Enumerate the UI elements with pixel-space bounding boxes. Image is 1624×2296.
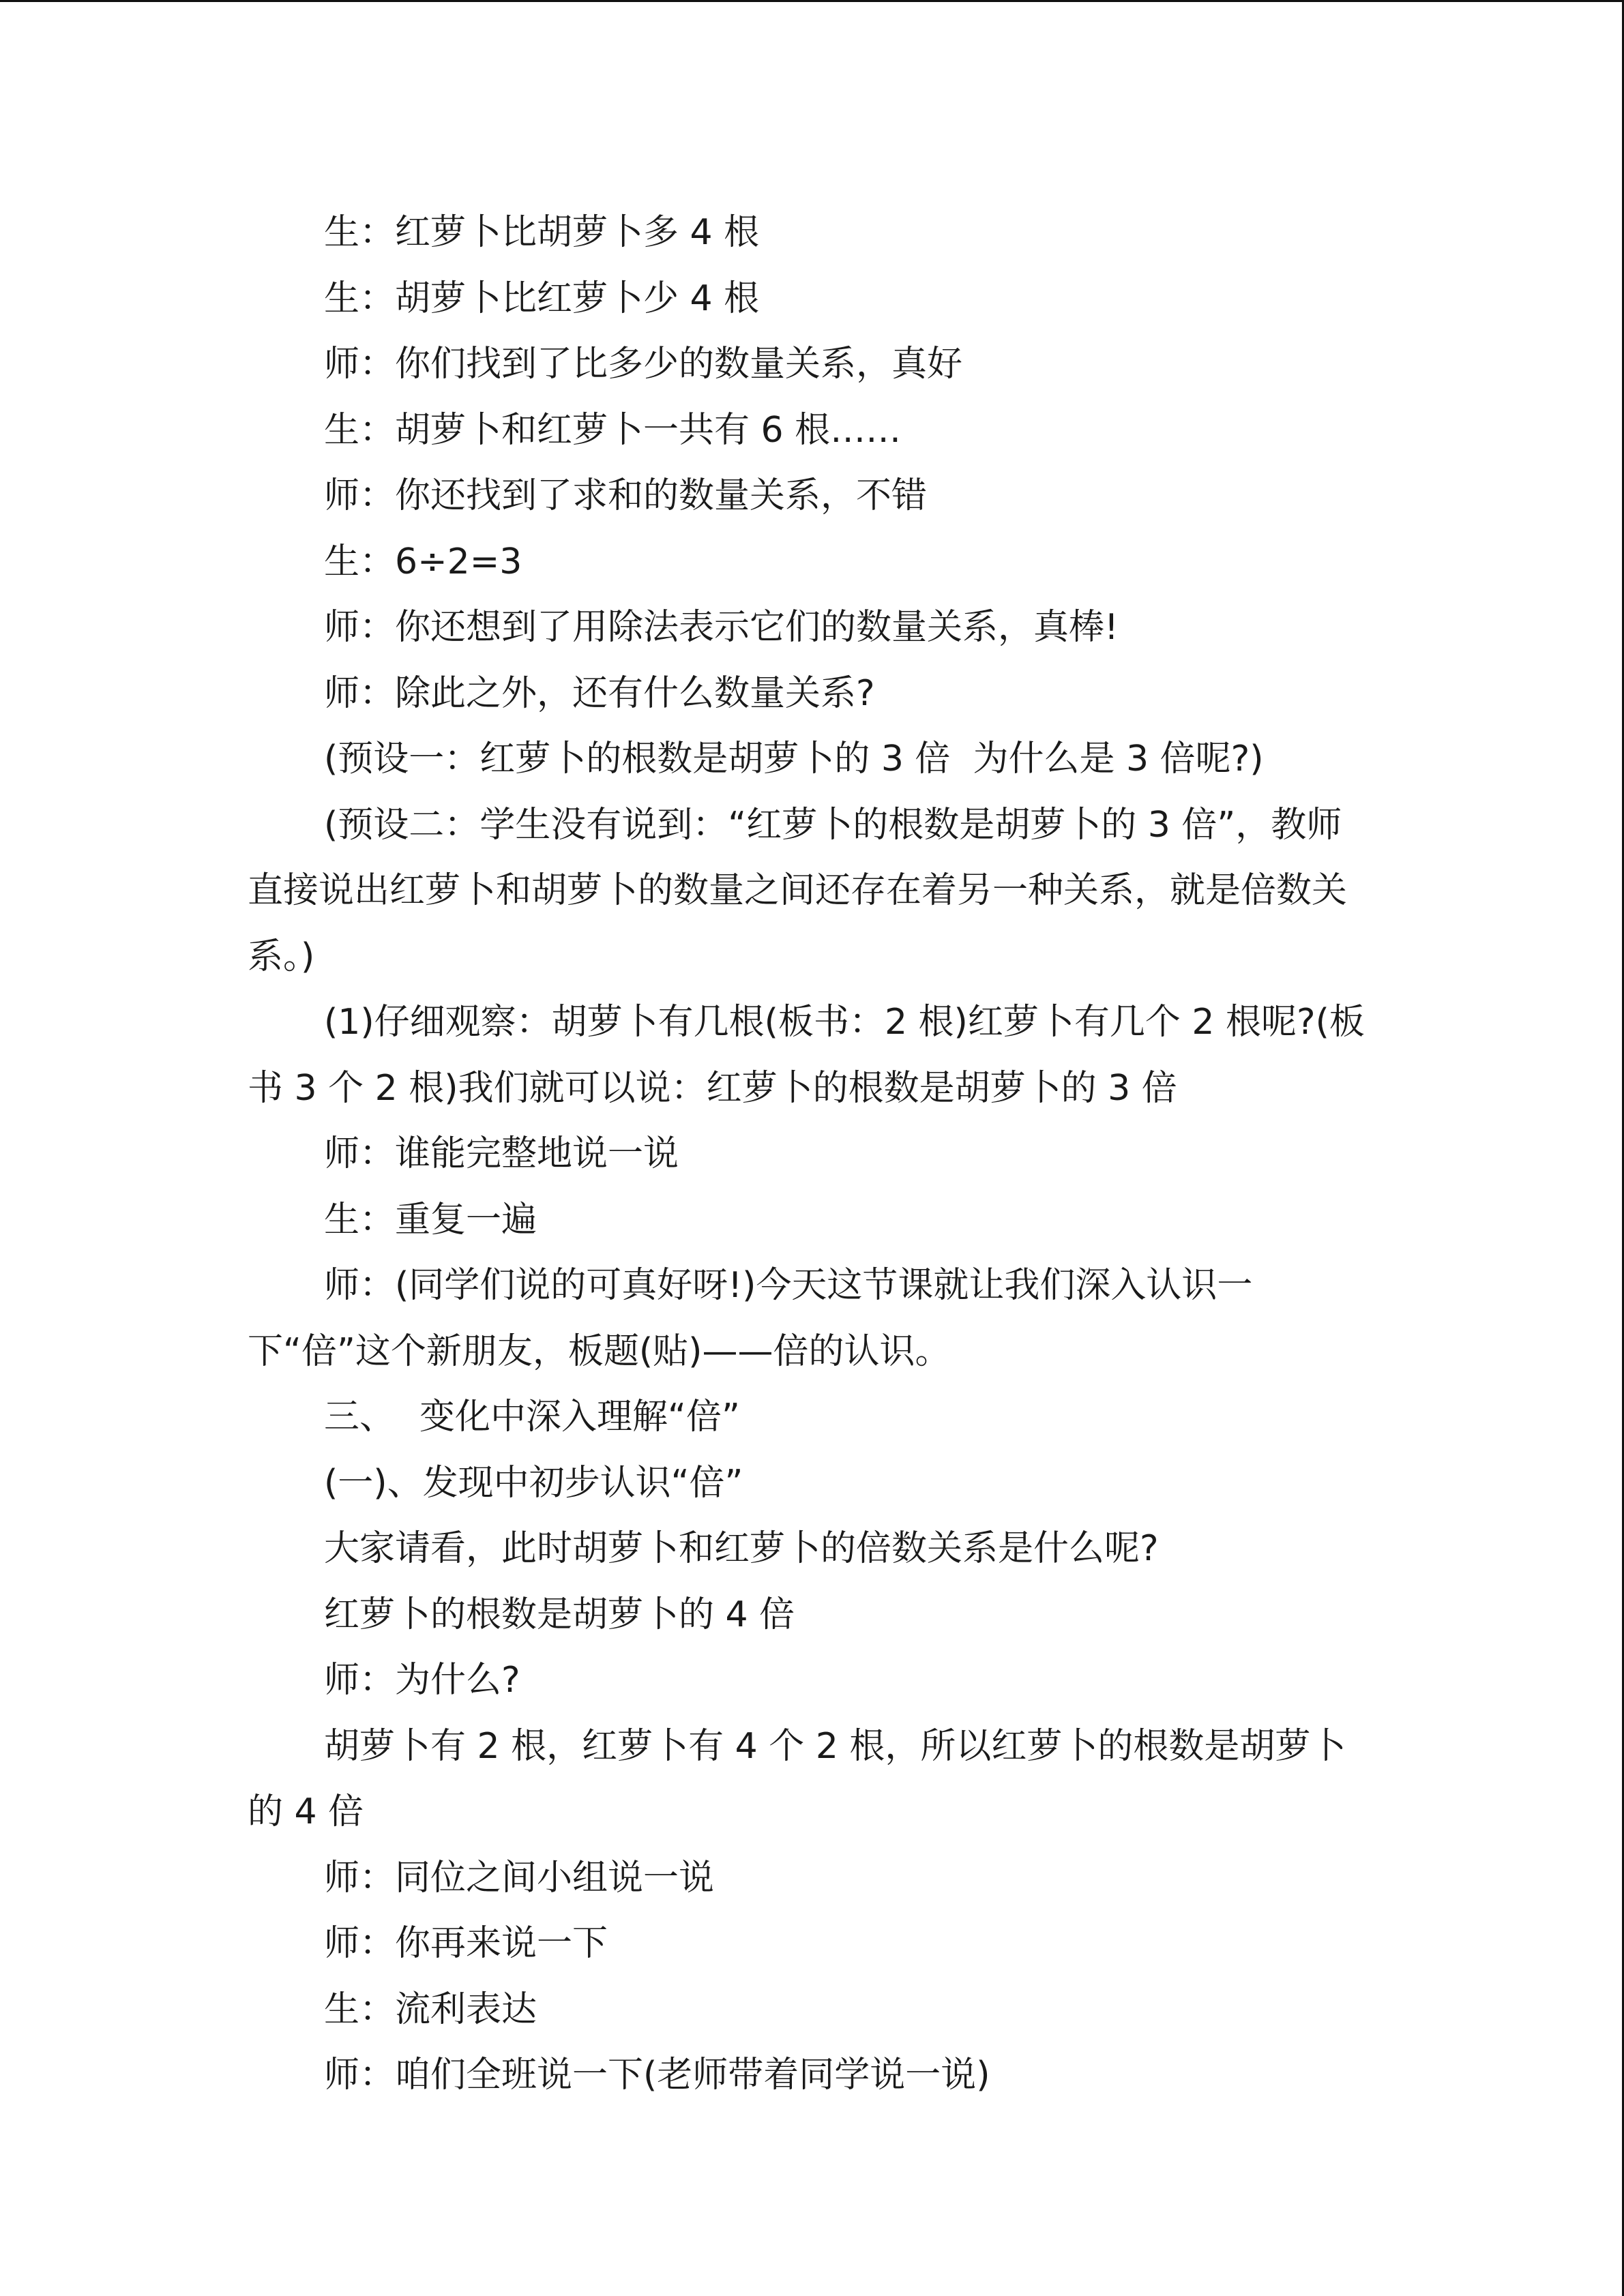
paragraph-1: 生：红萝卜比胡萝卜多 4 根 — [324, 212, 760, 253]
paragraph-17: 红萝卜的根数是胡萝卜的 4 倍 — [324, 1594, 795, 1635]
paragraph-12: 师：谁能完整地说一说 — [324, 1133, 679, 1174]
paragraph-14: 师：(同学们说的可真好呀!)今天这节课就让我们深入认识一下“倍”这个新朋友，板题(贴)——倍的认识。 — [248, 1265, 1253, 1372]
paragraph-6: 生：6÷2=3 — [324, 541, 522, 582]
paragraph-3: 师：你们找到了比多少的数量关系，真好 — [324, 344, 963, 385]
paragraph-15: (一)、发现中初步认识“倍” — [324, 1462, 743, 1504]
paragraph-5: 师：你还找到了求和的数量关系，不错 — [324, 475, 928, 516]
paragraph-7: 师：你还想到了用除法表示它们的数量关系，真棒! — [324, 607, 1119, 648]
section-number: 三、 — [324, 1397, 396, 1437]
paragraph-8: 师：除此之外，还有什么数量关系? — [324, 672, 875, 714]
paragraph-21: 师：你再来说一下 — [324, 1923, 608, 1964]
paragraph-10: (预设二：学生没有说到：“红萝卜的根数是胡萝卜的 3 倍”，教师直接说出红萝卜和胡萝卜的数量之间还存在着另一种关系，就是倍数关系。) — [248, 804, 1348, 977]
paragraph-19: 胡萝卜有 2 根，红萝卜有 4 个 2 根，所以红萝卜的根数是胡萝卜的 4 倍 — [248, 1725, 1346, 1832]
document-body — [248, 200, 1366, 2108]
paragraph-18: 师：为什么? — [324, 1660, 520, 1701]
paragraph-11: (1)仔细观察：胡萝卜有几根(板书：2 根)红萝卜有几个 2 根呢?(板书 3 个 2 根)我们就可以说：红萝卜的根数是胡萝卜的 3 倍 — [248, 1002, 1365, 1109]
paragraph-20: 师：同位之间小组说一说 — [324, 1857, 715, 1898]
paragraph-22: 生：流利表达 — [324, 1988, 537, 2030]
paragraph-2: 生：胡萝卜比红萝卜少 4 根 — [324, 278, 760, 319]
paragraph-9: (预设一：红萝卜的根数是胡萝卜的 3 倍 为什么是 3 倍呢?) — [324, 739, 1264, 779]
paragraph-16: 大家请看，此时胡萝卜和红萝卜的倍数关系是什么呢? — [324, 1528, 1159, 1569]
paragraph-4: 生：胡萝卜和红萝卜一共有 6 根…… — [324, 409, 902, 451]
section-heading — [248, 1384, 1366, 1450]
page-border-top — [0, 0, 1624, 2]
paragraph-13: 生：重复一遍 — [324, 1199, 537, 1240]
section-title: 变化中深入理解“倍” — [419, 1397, 740, 1437]
paragraph-23: 师：咱们全班说一下(老师带着同学说一说) — [324, 2055, 990, 2096]
